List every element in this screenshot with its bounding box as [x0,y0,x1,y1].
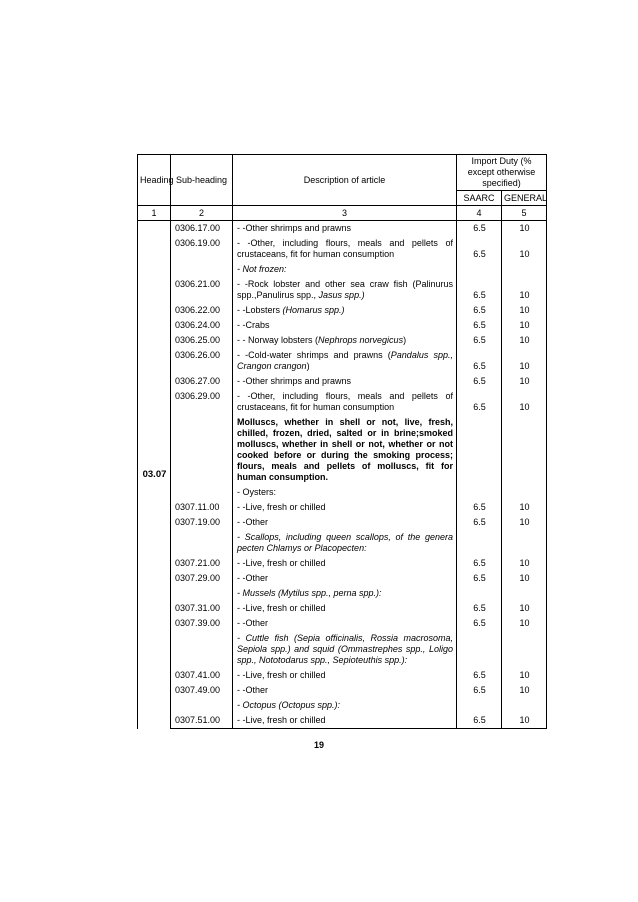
table-row [138,601,547,616]
general-duty: 10 [502,221,547,237]
table-row [138,221,547,237]
subheading-code: 0306.26.00 [171,348,233,374]
description-cell: - -Live, fresh or chilled [233,601,457,616]
heading-code: 03.07 [142,469,167,481]
description-cell [233,277,457,303]
subheading-code: 0306.19.00 [171,236,233,262]
general-duty: 10 [502,500,547,515]
saarc-duty: 6.5 [457,556,502,571]
description-cell: - -Other [233,683,457,698]
general-duty [502,262,547,277]
general-duty: 10 [502,303,547,318]
general-column-header: GENERAL [502,191,547,206]
saarc-duty: 6.5 [457,500,502,515]
general-duty: 10 [502,601,547,616]
description-cell: - Octopus (Octopus spp.): [233,698,457,713]
description-cell [233,303,457,318]
description-italic-text: (Homarus spp.) [282,305,345,315]
subheading-code [171,631,233,668]
saarc-duty: 6.5 [457,616,502,631]
subheading-code: 0307.49.00 [171,683,233,698]
description-cell [233,333,457,348]
table-row [138,571,547,586]
description-text: - -Cold-water shrimps and prawns ( [237,350,391,360]
general-duty: 10 [502,389,547,415]
table-row [138,415,547,485]
description-cell: - Oysters: [233,485,457,500]
subheading-code: 0306.22.00 [171,303,233,318]
description-text: - -Rock lobster and other sea craw fish (Palinurus spp.,Panulirus spp., [237,279,453,300]
subheading-code: 0307.19.00 [171,515,233,530]
subheading-code: 0307.51.00 [171,713,233,729]
general-duty: 10 [502,556,547,571]
description-cell: - -Other [233,515,457,530]
description-cell: - -Live, fresh or chilled [233,713,457,729]
general-duty: 10 [502,713,547,729]
saarc-duty: 6.5 [457,221,502,237]
saarc-duty: 6.5 [457,389,502,415]
saarc-duty [457,698,502,713]
description-italic-text: Nephrops norvegicus [318,335,404,345]
general-duty [502,631,547,668]
description-cell: - -Other, including flours, meals and pellets of crustaceans, fit for human consumption [233,389,457,415]
saarc-column-header: SAARC [457,191,502,206]
saarc-duty: 6.5 [457,318,502,333]
description-cell [233,348,457,374]
subheading-code: 0307.41.00 [171,668,233,683]
general-duty: 10 [502,616,547,631]
saarc-duty: 6.5 [457,601,502,616]
description-cell: - -Other shrimps and prawns [233,221,457,237]
table-row [138,485,547,500]
saarc-duty: 6.5 [457,571,502,586]
saarc-duty [457,262,502,277]
description-cell: - -Other, including flours, meals and pellets of crustaceans, fit for human consumption [233,236,457,262]
column-number: 3 [233,206,457,221]
saarc-duty: 6.5 [457,713,502,729]
subheading-code [171,415,233,485]
table-body [138,221,547,729]
subheading-code: 0307.21.00 [171,556,233,571]
description-cell: - -Other shrimps and prawns [233,374,457,389]
subheading-code: 0307.29.00 [171,571,233,586]
general-duty: 10 [502,348,547,374]
heading-code-cell [138,221,171,729]
description-italic-text: Pandalus spp., Crangon crangon [237,350,453,371]
description-cell: - -Crabs [233,318,457,333]
subheading-code: 0307.39.00 [171,616,233,631]
column-number: 1 [138,206,171,221]
general-duty [502,586,547,601]
table-row [138,277,547,303]
general-duty [502,698,547,713]
description-cell: - Cuttle fish (Sepia officinalis, Rossia macrosoma, Sepiola spp.) and squid (Ommastrephes spp., Loligo spp., Nototodarus spp., Sepioteuthis spp.): [233,631,457,668]
description-cell: - Mussels (Mytilus spp., perna spp.): [233,586,457,601]
table-row [138,333,547,348]
description-text: ) [403,335,407,345]
table-row [138,683,547,698]
description-cell: - -Live, fresh or chilled [233,556,457,571]
subheading-code: 0306.24.00 [171,318,233,333]
subheading-code: 0306.17.00 [171,221,233,237]
saarc-duty: 6.5 [457,348,502,374]
general-duty: 10 [502,683,547,698]
heading-description-cell: Molluscs, whether in shell or not, live, fresh, chilled, frozen, dried, salted or in brine;smoked molluscs, whether in shell or not, whether or not cooked before or during the smoking process; flours, meals and pellets of molluscs, fit for human consumption. [233,415,457,485]
table-row [138,556,547,571]
saarc-duty: 6.5 [457,515,502,530]
subheading-code [171,485,233,500]
saarc-duty: 6.5 [457,374,502,389]
table-row [138,500,547,515]
subheading-code [171,586,233,601]
table-row [138,374,547,389]
general-duty: 10 [502,236,547,262]
description-text: ) [306,361,310,371]
description-column-header: Description of article [233,155,457,206]
general-duty: 10 [502,333,547,348]
description-cell: - -Other [233,616,457,631]
table-row [138,586,547,601]
table-row [138,616,547,631]
description-italic-text: Jasus spp.) [318,290,365,300]
saarc-duty [457,415,502,485]
subheading-code [171,262,233,277]
table-row [138,530,547,556]
subheading-column-header: Sub-heading [171,155,233,206]
subheading-code: 0307.11.00 [171,500,233,515]
table-row [138,262,547,277]
general-duty [502,415,547,485]
heading-column-header: Heading [138,155,171,206]
subheading-code [171,698,233,713]
import-duty-column-header: Import Duty (% except otherwise specified) [457,155,547,191]
general-duty: 10 [502,277,547,303]
column-number: 4 [457,206,502,221]
saarc-duty [457,586,502,601]
saarc-duty: 6.5 [457,236,502,262]
general-duty: 10 [502,571,547,586]
table-row [138,303,547,318]
saarc-duty: 6.5 [457,277,502,303]
general-duty: 10 [502,374,547,389]
subheading-code [171,530,233,556]
table-header [138,155,547,221]
description-cell: - -Other [233,571,457,586]
general-duty: 10 [502,318,547,333]
subheading-code: 0306.21.00 [171,277,233,303]
description-cell: - -Live, fresh or chilled [233,668,457,683]
description-cell: - Scallops, including queen scallops, of the genera pecten Chlamys or Placopecten: [233,530,457,556]
page-number: 19 [313,740,324,750]
saarc-duty [457,485,502,500]
general-duty: 10 [502,515,547,530]
saarc-duty [457,631,502,668]
column-number: 2 [171,206,233,221]
column-number: 5 [502,206,547,221]
table-row [138,515,547,530]
subheading-code: 0306.25.00 [171,333,233,348]
table-row [138,236,547,262]
subheading-code: 0306.29.00 [171,389,233,415]
saarc-duty: 6.5 [457,333,502,348]
saarc-duty [457,530,502,556]
table-row [138,348,547,374]
table-row [138,389,547,415]
general-duty [502,485,547,500]
description-cell: - Not frozen: [233,262,457,277]
general-duty [502,530,547,556]
saarc-duty: 6.5 [457,683,502,698]
subheading-code: 0306.27.00 [171,374,233,389]
table-row [138,698,547,713]
description-cell: - -Live, fresh or chilled [233,500,457,515]
saarc-duty: 6.5 [457,303,502,318]
general-duty: 10 [502,668,547,683]
saarc-duty: 6.5 [457,668,502,683]
table-row [138,318,547,333]
table-row [138,668,547,683]
subheading-code: 0307.31.00 [171,601,233,616]
table-row [138,631,547,668]
description-text: - -Lobsters [237,305,283,315]
tariff-table [137,154,547,729]
table-row [138,713,547,729]
description-text: - - Norway lobsters ( [237,335,319,345]
